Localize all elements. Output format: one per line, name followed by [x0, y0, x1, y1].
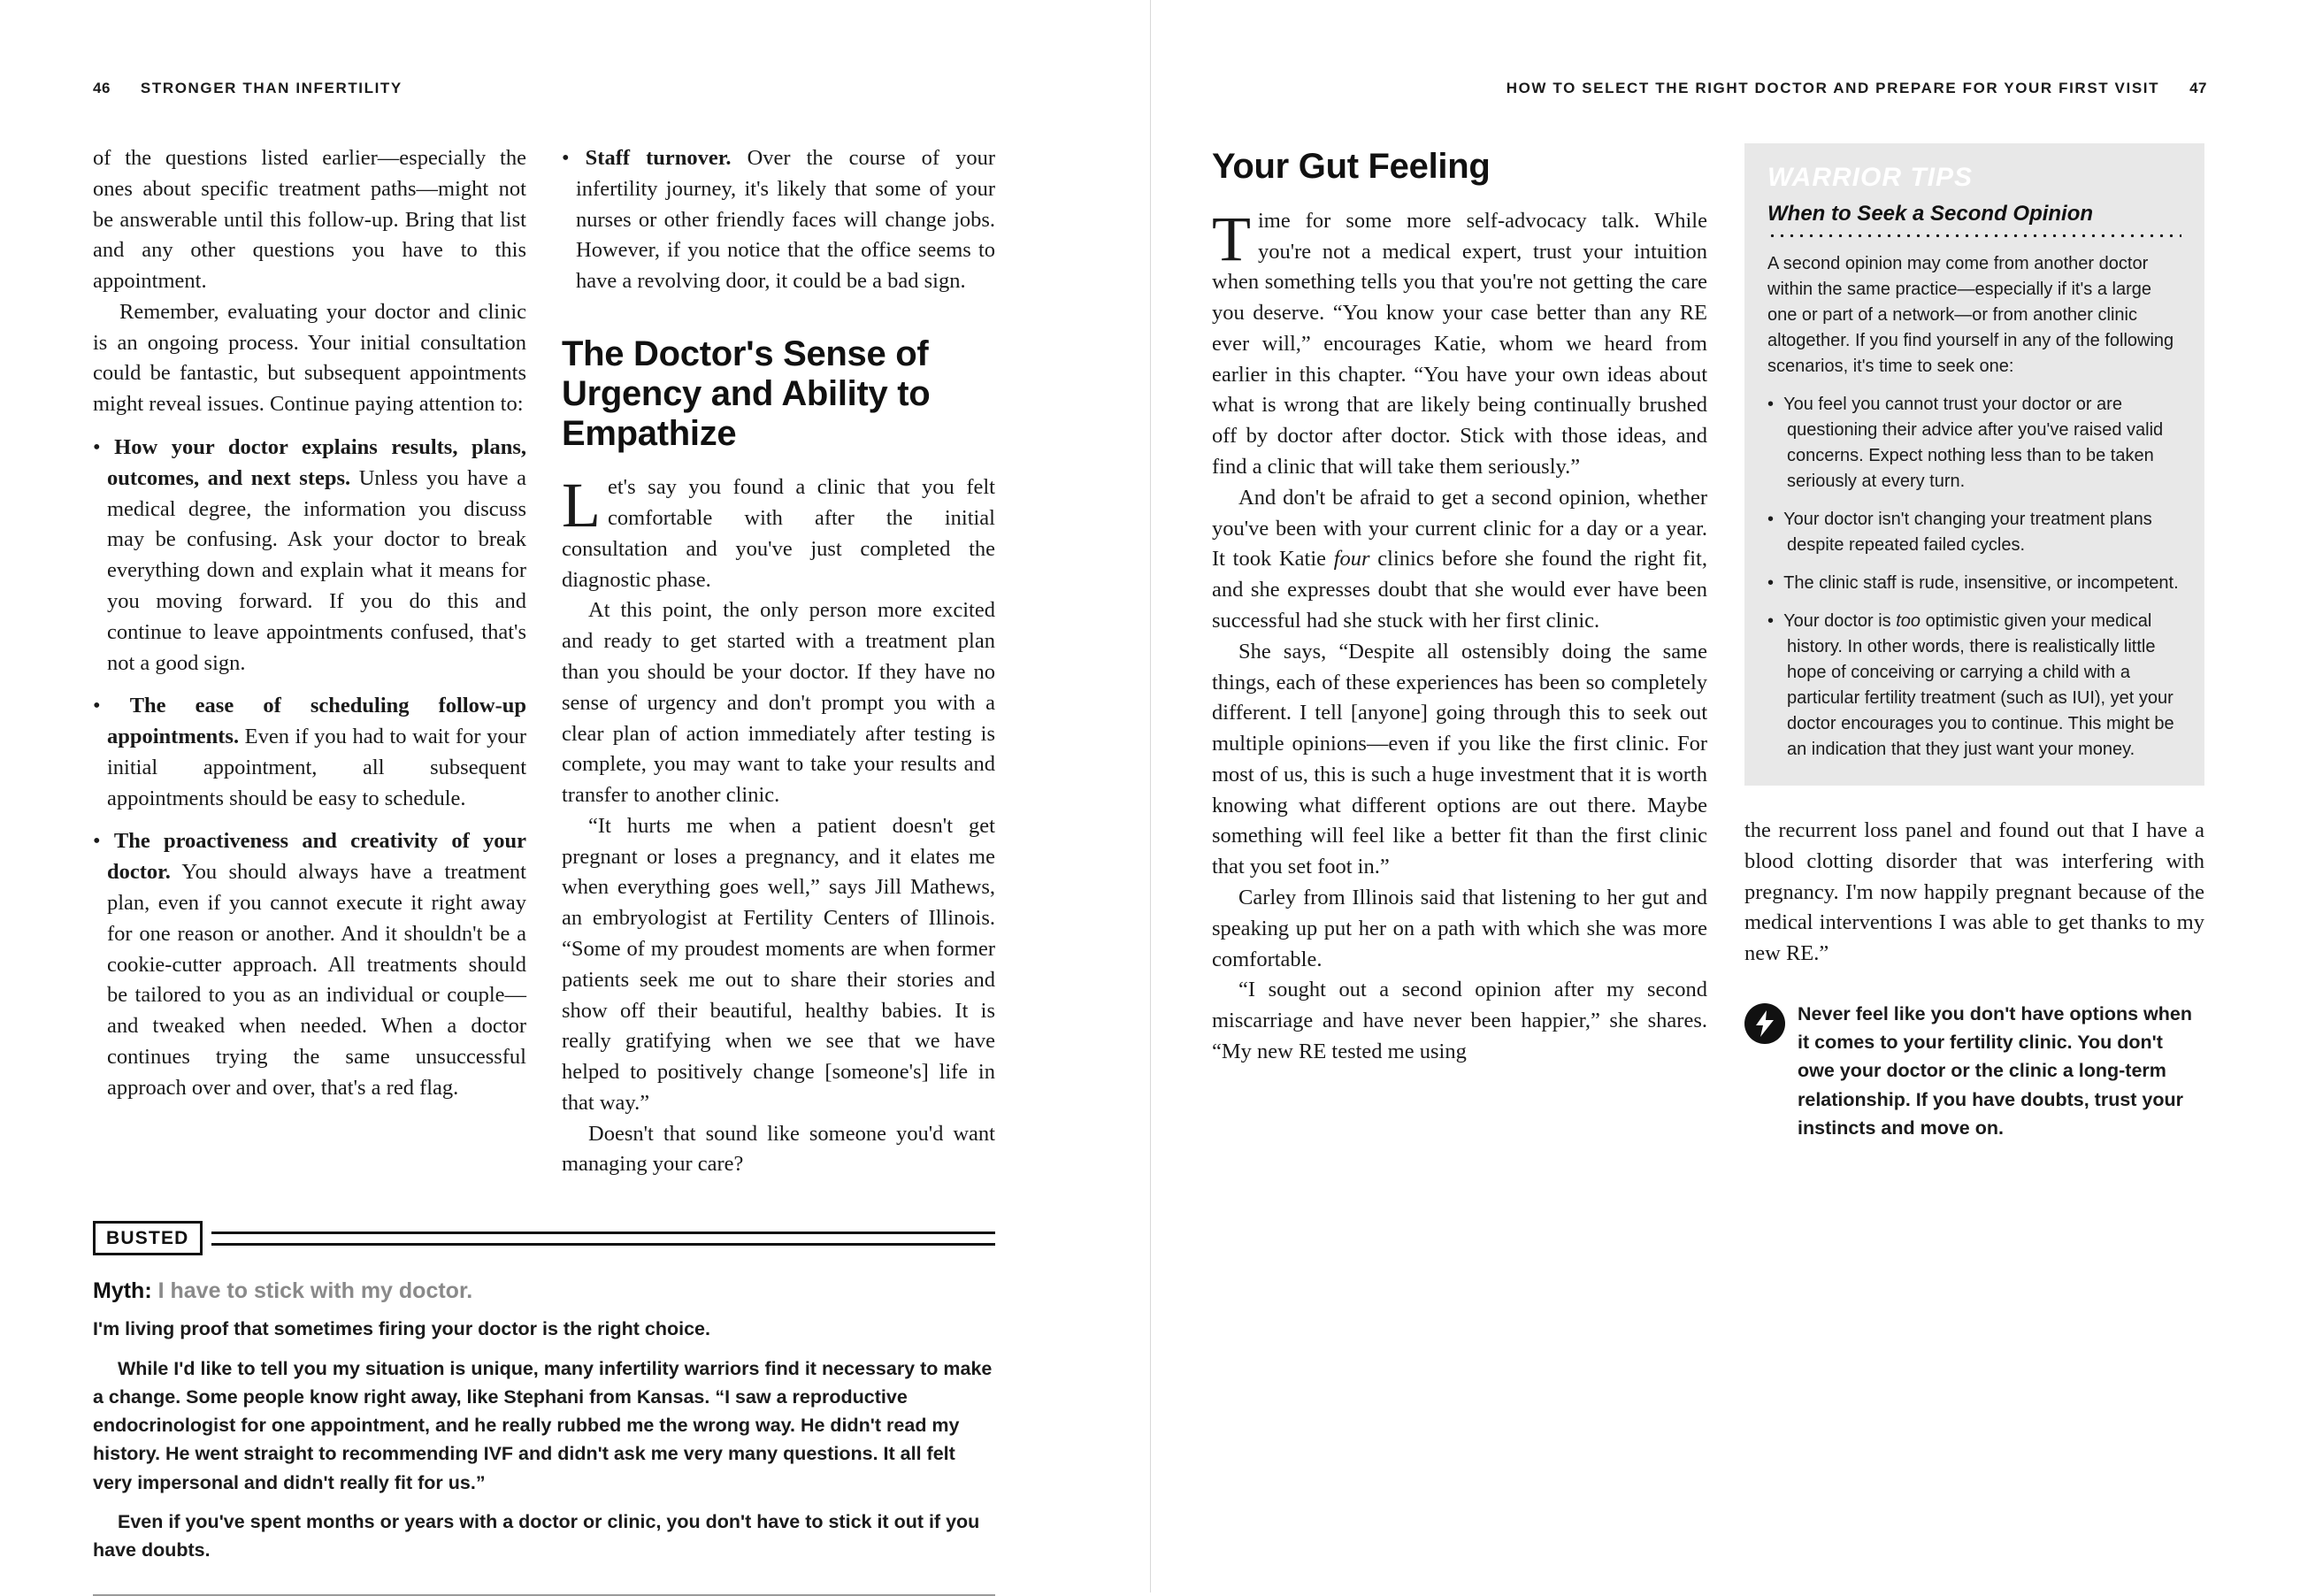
emphasis: too: [1896, 611, 1921, 631]
emphasis: four: [1333, 547, 1370, 572]
paragraph: At this point, the only person more excited and ready to get started with a treatment plan than you should be your doctor. If they have no sense of urgency and don't prompt you with a clear plan of action immediately after testing is complete, you may want to take your results and transfer to another clinic.: [562, 598, 995, 808]
bullet-glyph: •: [1767, 510, 1784, 529]
paragraph: Even if you've spent months or years with a doctor or clinic, you don't have to stick it out if you have doubts.: [93, 1510, 980, 1561]
paragraph: Carley from Illinois said that listening to her gut and speaking up put her on a path with which she was more comfortable.: [1212, 885, 1707, 971]
lightning-callout: [1744, 1000, 2204, 1142]
list-item-body: You should always have a treatment plan, even if you cannot execute it right away for one reason or another. And it shouldn't be a cookie-cutter approach. All treatments should be tailored to you as an individual or couple—and tweaked when needed. When a doctor continues trying the same unsuccessful approach over and over, that's a red flag.: [107, 860, 526, 1100]
tips-list-item: [1767, 571, 2181, 596]
left-column-2: [562, 143, 995, 1180]
tips-list-item-text: Your doctor isn't changing your treatment plans despite repeated failed cycles.: [1783, 510, 2152, 555]
list-item-lead: Staff turnover.: [585, 146, 732, 170]
running-head-left-text: STRONGER THAN INFERTILITY: [140, 80, 402, 96]
folio-right: 47: [2189, 80, 2207, 96]
drop-cap: L: [562, 470, 601, 541]
dotted-divider: [1767, 234, 2181, 237]
section-heading-urgency: The Doctor's Sense of Urgency and Ability to Empathize: [562, 334, 931, 453]
tips-list-item-text: The clinic staff is rude, insensitive, or incompetent.: [1783, 573, 2179, 593]
right-columns: [1212, 143, 2207, 1142]
paragraph: “It hurts me when a patient doesn't get pregnant or loses a pregnancy, and it elates me when everything goes well,” says Jill Mathews, an embryologist at Fertility Centers of Illinois. “Some of my proudest moments are when former patients seek me out to share their stories and show off their beautiful, healthy babies. It is really gratifying when we see that we have helped to positively change [someone's] life in that way.”: [562, 813, 995, 1115]
paragraph-text: ime for some more self-advocacy talk. While you're not a medical expert, trust your intuition when something tells you that you're not getting the care you deserve. “You know your case better than any RE ever will,” encourages Katie, whom we heard from earlier in this chapter. “You have your own ideas about what is wrong that are likely being continually brushed off by doctor after doctor. Stick with those ideas, and find a clinic that will take them seriously.”: [1212, 208, 1707, 480]
paragraph-with-dropcap: [562, 472, 995, 595]
callout-text: Never feel like you don't have options when it comes to your fertility clinic. You don't owe your doctor or the clinic a long-term relationship. If you have doubts, trust your instincts and move on.: [1798, 1002, 2192, 1139]
list-item-lead: The ease of scheduling follow-up appointments.: [107, 694, 526, 749]
busted-header: [93, 1221, 995, 1255]
paragraph-with-dropcap: [1212, 203, 1707, 483]
paragraph-text: et's say you found a clinic that you felt comfortable with after the initial consultation and you've just completed the diagnostic phase.: [562, 475, 995, 592]
paragraph-part: And don't be afraid to get a second opinion, whether you've been with your current clinic for a day or a year. It took Katie: [1212, 485, 1707, 572]
drop-cap: T: [1212, 203, 1251, 274]
tips-list-item-text: Your doctor is: [1783, 611, 1897, 631]
warrior-tips-intro: A second opinion may come from another doctor within the same practice—especially if it's a large one or part of a network—or from another clinic altogether. If you find yourself in any of the following scenarios, it's time to seek one:: [1767, 254, 2174, 376]
list-item-lead: How your doctor explains results, plans, outcomes, and next steps.: [107, 435, 527, 490]
running-head-right: [1212, 80, 2207, 115]
warrior-tips-box: [1744, 143, 2204, 786]
list-item: [562, 143, 995, 297]
myth-statement: I have to stick with my doctor.: [157, 1278, 473, 1304]
running-head-left: [93, 80, 1088, 115]
bullet-glyph: •: [562, 146, 586, 170]
bullet-glyph: •: [93, 435, 115, 460]
list-item-body: Over the course of your infertility journey, it's likely that some of your nurses or other friendly faces will change jobs. However, if you notice that the office seems to have a revolving door, it could be a bad sign.: [576, 146, 996, 294]
paragraph: While I'd like to tell you my situation is unique, many infertility warriors find it necessary to make a change. Some people know right away, like Stephani from Kansas. “I saw a reproductive endocrinologist for one appointment, and he really rubbed me the wrong way. He didn't read my history. He went straight to recommending IVF and didn't ask me very many questions. It all felt very impersonal and didn't really fit for us.”: [93, 1357, 993, 1493]
paragraph: of the questions listed earlier—especially the ones about specific treatment paths—might not be answerable until this follow-up. Bring that list and any other questions you have to this appointment.: [93, 146, 526, 294]
paragraph: [1212, 483, 1707, 637]
running-head-right-text: HOW TO SELECT THE RIGHT DOCTOR AND PREPARE FOR YOUR FIRST VISIT: [1506, 80, 2160, 96]
myth-label: Myth:: [93, 1278, 152, 1304]
paragraph: “I sought out a second opinion after my second miscarriage and have never been happier,” she shares. “My new RE tested me using: [1212, 978, 1707, 1063]
busted-tag: BUSTED: [93, 1221, 203, 1255]
list-item: [93, 826, 526, 1103]
bullet-glyph: •: [1767, 395, 1784, 414]
busted-body: [93, 1315, 995, 1564]
tips-list-item: [1767, 392, 2181, 495]
paragraph: Remember, evaluating your doctor and clinic is an ongoing process. Your initial consultation could be fantastic, but subsequent appointments might reveal issues. Continue paying attention to:: [93, 299, 526, 417]
bullet-glyph: •: [1767, 573, 1784, 593]
tips-list-item-text: optimistic given your medical history. In other words, there is realistically little hope of conceiving or carrying a child with a particular fertility treatment (such as IUI), yet your doctor encourages you to continue. This might be an indication that they just want your money.: [1787, 611, 2174, 759]
myth-headline: [93, 1278, 995, 1304]
list-item-lead: The proactiveness and creativity of your doctor.: [107, 829, 527, 885]
right-column-main: [1212, 143, 1707, 1142]
busted-rule-lines: [211, 1232, 995, 1246]
sidebar-continuation: [1744, 816, 2204, 970]
tips-list-item: [1767, 507, 2181, 558]
paragraph: I'm living proof that sometimes firing your doctor is the right choice.: [93, 1318, 710, 1340]
paragraph: Doesn't that sound like someone you'd want managing your care?: [562, 1121, 995, 1177]
lightning-bolt-icon: [1744, 1003, 1785, 1044]
busted-myth-box: [93, 1221, 995, 1596]
paragraph-part: clinics before she found the right fit, and she expresses doubt that she would ever have been successful had she stuck with her first clinic.: [1212, 547, 1707, 633]
list-item: [93, 691, 526, 814]
section-heading-gut-feeling: Your Gut Feeling: [1212, 147, 1491, 186]
folio-left: 46: [93, 80, 111, 96]
paragraph: She says, “Despite all ostensibly doing the same things, each of these experiences has been so completely different. I tell [anyone] going through this to seek out multiple opinions—even if you like the first clinic. For most of us, this is such a huge investment that it is worth knowing what different options are out there. Maybe something will feel like a better fit than the first clinic that you set foot in.”: [1212, 639, 1707, 879]
bullet-glyph: •: [1767, 611, 1784, 631]
list-item-body: Unless you have a medical degree, the information you discuss may be confusing. Ask your doctor to break everything down and explain what it means for you moving forward. If you do this and continue to leave appointments confused, that's not a good sign.: [107, 465, 526, 675]
paragraph: the recurrent loss panel and found out that I have a blood clotting disorder that was interfering with pregnancy. I'm now happily pregnant because of the medical interventions I was able to get thanks to my new RE.”: [1744, 818, 2204, 966]
tips-list-item-text: You feel you cannot trust your doctor or are questioning their advice after you've raised valid concerns. Expect nothing less than to be taken seriously at every turn.: [1783, 395, 2164, 491]
right-column-sidebar: [1744, 143, 2204, 1142]
left-column-1: [93, 143, 526, 1180]
list-item-body: Even if you had to wait for your initial appointment, all subsequent appointments should be easy to schedule.: [107, 725, 526, 810]
left-columns: [93, 143, 1088, 1180]
list-item: [93, 433, 526, 679]
bullet-glyph: •: [93, 694, 130, 718]
warrior-tips-title: WARRIOR TIPS: [1767, 163, 1974, 192]
page-right: [1150, 0, 2300, 1592]
bullet-glyph: •: [93, 829, 114, 854]
warrior-tips-subtitle: When to Seek a Second Opinion: [1767, 202, 2094, 226]
page-left: [0, 0, 1150, 1592]
tips-list-item: [1767, 609, 2181, 763]
